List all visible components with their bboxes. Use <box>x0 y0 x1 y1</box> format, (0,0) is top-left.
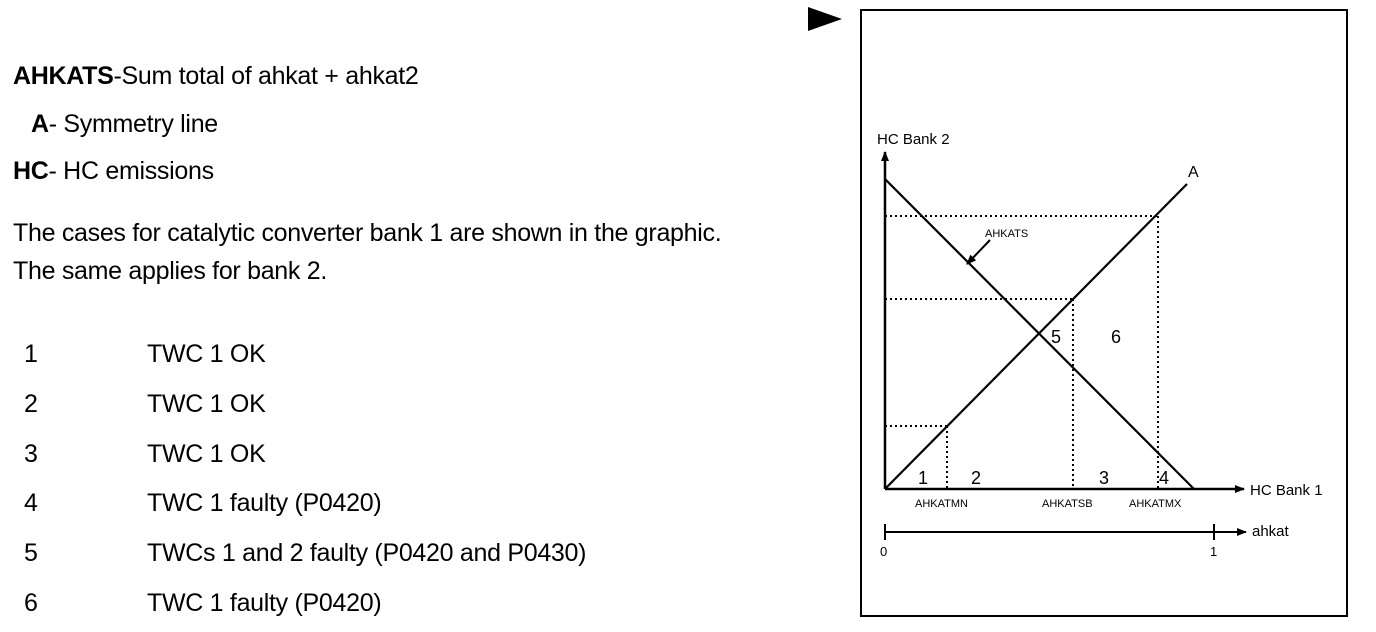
legend-hc-term: HC <box>13 157 49 185</box>
intro-line-1: The cases for catalytic converter bank 1 are shown in the graphic. <box>13 219 722 247</box>
legend-hc-definition: - HC emissions <box>48 157 214 185</box>
symmetry-line <box>885 184 1187 489</box>
ahkat-scale-start: 0 <box>880 544 888 559</box>
region-5: 5 <box>1051 327 1062 347</box>
case-number: 6 <box>24 589 38 617</box>
case-text: TWC 1 faulty (P0420) <box>147 489 382 517</box>
intro-line-2: The same applies for bank 2. <box>13 257 328 285</box>
case-text: TWC 1 faulty (P0420) <box>147 589 382 617</box>
case-text: TWC 1 OK <box>147 440 266 468</box>
y-axis-label: HC Bank 2 <box>877 131 950 148</box>
x-marker-ahkatmx: AHKATMX <box>1129 498 1182 510</box>
case-number: 3 <box>24 440 38 468</box>
case-number: 4 <box>24 489 38 517</box>
case-number: 5 <box>24 539 38 567</box>
region-3: 3 <box>1099 468 1110 488</box>
ahkat-scale-label: ahkat <box>1252 523 1289 540</box>
ahkat-scale-end: 1 <box>1210 544 1218 559</box>
legend-a-term: A <box>31 110 49 138</box>
x-marker-ahkatsb: AHKATSB <box>1042 498 1093 510</box>
symmetry-label: A <box>1188 164 1199 181</box>
sum-line-label: AHKATS <box>985 228 1029 240</box>
region-2: 2 <box>971 468 982 488</box>
legend-a-definition: - Symmetry line <box>48 110 218 138</box>
case-text: TWC 1 OK <box>147 340 266 368</box>
region-4: 4 <box>1159 468 1170 488</box>
case-text: TWC 1 OK <box>147 390 266 418</box>
region-6: 6 <box>1111 327 1122 347</box>
case-text: TWCs 1 and 2 faulty (P0420 and P0430) <box>147 539 587 567</box>
x-axis-label: HC Bank 1 <box>1250 482 1323 499</box>
region-1: 1 <box>918 468 929 488</box>
case-number: 1 <box>24 340 38 368</box>
legend-ahkats-term: AHKATS <box>13 62 114 90</box>
case-number: 2 <box>24 390 38 418</box>
ahkats-callout-arrow <box>967 240 990 264</box>
legend-ahkats-definition: -Sum total of ahkat + ahkat2 <box>113 62 419 90</box>
x-marker-ahkatmn: AHKATMN <box>915 498 968 510</box>
